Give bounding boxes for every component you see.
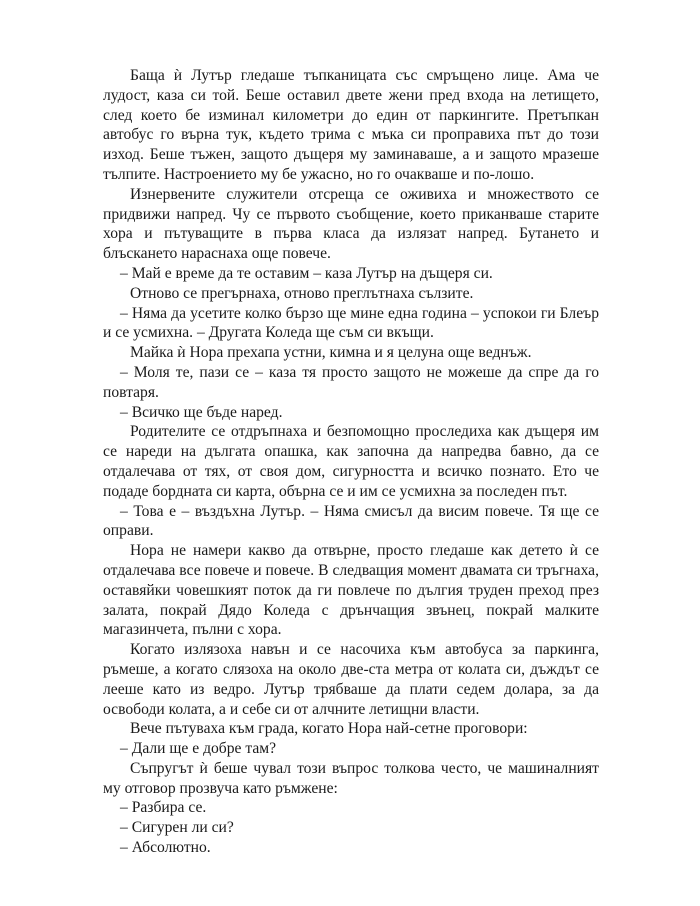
dialogue-line: – Сигурен ли си? — [120, 819, 234, 837]
paragraph: Изнервените служители отсреща се оживиха и множеството се придвижи напред. Чу се първото съобщение, което приканваше старите хора и пътуващите в първа класа да излязат напред. Бутането и блъскането нараснаха още повече. — [103, 185, 599, 263]
paragraph: Вече пътуваха към града, когато Нора най-сетне проговори: — [130, 720, 528, 738]
paragraph: Отново се прегърнаха, отново преглътнаха сълзите. — [130, 284, 474, 302]
dialogue-line: – Май е време да те оставим – каза Лутър на дъщеря си. — [120, 264, 493, 282]
paragraph: Родителите се отдръпнаха и безпомощно проследиха как дъщеря им се нареди на дългата опашка, как започна да напредва бавно, да се отдалечава от тях, от своя дом, сигурността и всичко познато. Ето че подаде бордната си карта, обърна се и им се усмихна за последен път. — [103, 423, 599, 500]
paragraph: Когато излязоха навън и се насочиха към автобуса за паркинга, ръмеше, а когато слязоха на около две-ста метра от колата си, дъждът се лееше като из ведро. Лутър трябваше да плати седем долара, за да освободи колата, а и себе си от алчните летищни власти. — [103, 641, 599, 718]
paragraph: Нора не намери какво да отвърне, просто гледаше как детето ѝ се отдалечава все повече и повече. В следващия момент двамата си тръгнаха, оставяйки човешкият поток да ги повлече по дългия труден преход през залата, покрай Дядо Коледа с дрънчащия звънец, покрай малките магазинчета, пълни с хора. — [103, 542, 599, 639]
dialogue-line: – Абсолютно. — [120, 839, 211, 857]
paragraph: Майка ѝ Нора прехапа устни, кимна и я целуна още веднъж. — [130, 344, 532, 362]
body-text — [103, 66, 599, 858]
paragraph: Баща ѝ Лутър гледаше тъпканицата със смръщено лице. Ама че лудост, каза си той. Беше оставил двете жени пред входа на летището, след което бе изминал километри до един от паркингите. Претъпкан автобус го върна тук, където трима с мъка си проправиха път до този изход. Беше тъжен, защото дъщеря му заминаваше, а и защото мразеше тълпите. Настроението му бе ужасно, но го очакваше и по-лошо. — [103, 67, 599, 183]
paragraph: Съпругът ѝ беше чувал този въпрос толкова често, че машиналният му отговор прозвуча като ръмжене: — [103, 759, 599, 797]
dialogue-line: – Моля те, пази се – каза тя просто защото не можеше да спре да го повтаря. — [103, 363, 599, 401]
dialogue-line: – Разбира се. — [120, 799, 207, 817]
dialogue-line: – Всичко ще бъде наред. — [120, 403, 283, 421]
dialogue-line: – Няма да усетите колко бързо ще мине една година – успокои ги Блеър и се усмихна. – Другата Коледа ще съм си вкъщи. — [103, 304, 599, 342]
dialogue-line: – Дали ще е добре там? — [120, 740, 277, 758]
dialogue-line: – Това е – въздъхна Лутър. – Няма смисъл да висим повече. Тя ще се оправи. — [103, 502, 599, 540]
